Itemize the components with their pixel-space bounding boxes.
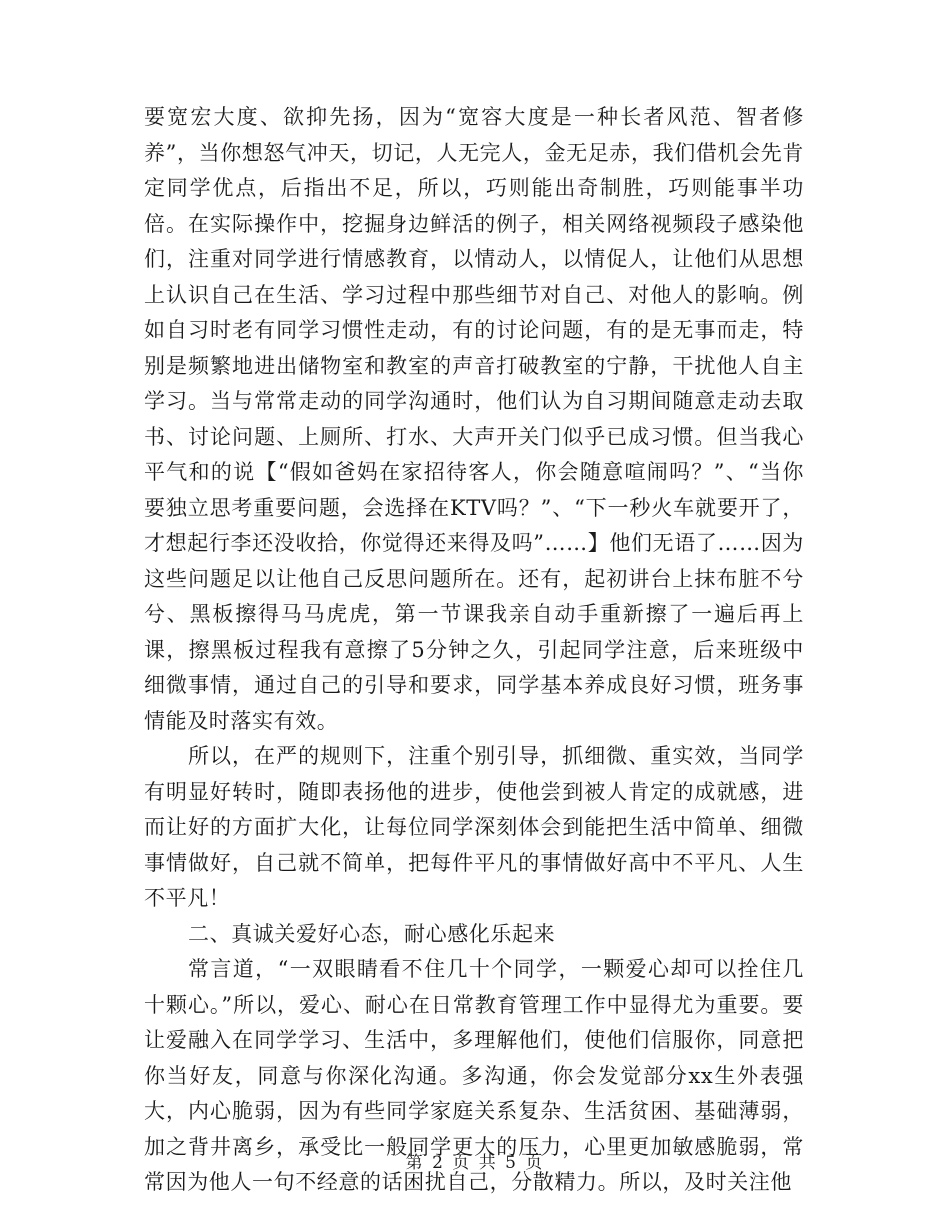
document-body [144, 100, 804, 1201]
page-footer [0, 1148, 950, 1173]
footer-suffix: 页 [525, 1153, 545, 1173]
paragraph-2: 所以，在严的规则下，注重个别引导，抓细微、重实效，当同学有明显好转时，随即表扬他的进步，使他尝到被人肯定的成就感，进而让好的方面扩大化，让每位同学深刻体会到能把生活中简单、细微事情做好，自己就不简单，把每件平凡的事情做好高中不平凡、人生不平凡！ [144, 744, 804, 910]
section-heading: 二、真诚关爱好心态，耐心感化乐起来 [188, 921, 556, 946]
footer-prefix: 第 [405, 1153, 425, 1173]
footer-middle: 页 共 [452, 1153, 498, 1173]
footer-page-current: 2 [432, 1153, 445, 1173]
paragraph-1: 要宽宏大度、欲抑先扬，因为“宽容大度是一种长者风范、智者修养”，当你想怒气冲天，切记，人无完人，金无足赤，我们借机会先肯定同学优点，后指出不足，所以，巧则能出奇制胜，巧则能事半功倍。在实际操作中，挖掘身边鲜活的例子，相关网络视频段子感染他们，注重对同学进行情感教育，以情动人，以情促人，让他们从思想上认识自己在生活、学习过程中那些细节对自己、对他人的影响。例如自习时老有同学习惯性走动，有的讨论问题，有的是无事而走，特别是频繁地进出储物室和教室的声音打破教室的宁静，干扰他人自主学习。当与常常走动的同学沟通时，他们认为自习期间随意走动去取书、讨论问题、上厕所、打水、大声开关门似乎已成习惯。但当我心平气和的说【“假如爸妈在家招待客人，你会随意喧闹吗？”、“当你要独立思考重要问题，会选择在KTV吗？”、“下一秒火车就要开了，才想起行李还没收拾，你觉得还来得及吗”……】他们无语了……因为这些问题足以让他自己反思问题所在。还有，起初讲台上抹布脏不兮兮、黑板擦得马马虎虎，第一节课我亲自动手重新擦了一遍后再上课，擦黑板过程我有意擦了5分钟之久，引起同学注意，后来班级中细微事情，通过自己的引导和要求，同学基本养成良好习惯，班务事情能及时落实有效。 [144, 105, 804, 733]
paragraph-4: 常言道，“一双眼睛看不住几十个同学，一颗爱心却可以拴住几十颗心。”所以，爱心、耐心在日常教育管理工作中显得尤为重要。要让爱融入在同学学习、生活中，多理解他们，使他们信服你，同意把你当好友，同意与你深化沟通。多沟通，你会发觉部分xx生外表强大，内心脆弱，因为有些同学家庭关系复杂、生活贫困、基础薄弱，加之背井离乡，承受比一般同学更大的压力，心里更加敏感脆弱，常常因为他人一句不经意的话困扰自己，分散精力。所以，及时关注他 [144, 957, 804, 1194]
footer-page-total: 5 [505, 1153, 518, 1173]
